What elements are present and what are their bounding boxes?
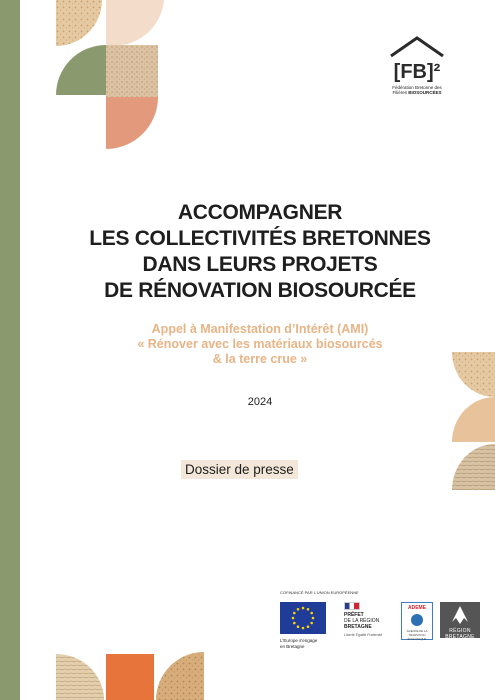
page-title xyxy=(40,200,480,304)
eu-flag-icon xyxy=(280,602,326,634)
ermine-icon xyxy=(440,602,480,626)
press-kit-label: Dossier de presse xyxy=(181,460,298,479)
fb2-logo xyxy=(382,34,452,96)
sand-quarter xyxy=(156,652,204,700)
year: 2024 xyxy=(247,396,273,408)
globe-icon xyxy=(411,614,423,626)
title-line: ACCOMPAGNER xyxy=(177,201,343,224)
region-bretagne-logo: RÉGION BRETAGNE xyxy=(440,602,480,638)
peach-quarter xyxy=(106,0,164,46)
eu-label: COFINANCÉ PAR L'UNION EUROPÉENNE xyxy=(280,590,359,595)
earth-square xyxy=(106,45,158,97)
logo-mark: [FB]² xyxy=(393,61,441,83)
bottom-decoration xyxy=(56,644,206,700)
house-roof-icon xyxy=(387,34,447,84)
side-color-band xyxy=(0,0,20,700)
title-line: LES COLLECTIVITÉS BRETONNES xyxy=(89,227,431,250)
title-line: DE RÉNOVATION BIOSOURCÉE xyxy=(104,279,416,302)
prefet-logo: PRÉFET DE LA RÉGION BRETAGNE Liberté Égalité Fraternité xyxy=(344,602,394,638)
title-line: DANS LEURS PROJETS xyxy=(142,253,378,276)
subtitle-line: « Rénover avec les matériaux biosourcés xyxy=(137,337,383,351)
eu-caption: L'Europe s'engage en Bretagne xyxy=(280,638,318,649)
beige-quarter xyxy=(452,397,495,442)
subtitle-line: Appel à Manifestation d’Intérêt (AMI) xyxy=(151,322,369,336)
subtitle xyxy=(40,322,480,367)
subtitle-line: & la terre crue » xyxy=(212,352,308,366)
sand-shape xyxy=(452,352,495,397)
marianne-icon xyxy=(344,602,360,610)
terracotta-quarter xyxy=(106,97,158,149)
right-decoration xyxy=(452,352,495,492)
wood-quarter xyxy=(56,654,104,700)
sand-quarter xyxy=(56,0,102,46)
ademe-logo: ADEME AGENCE DE LA TRANSITION ÉCOLOGIQUE xyxy=(401,602,433,640)
top-decoration xyxy=(56,0,164,150)
logo-caption: Fédération Bretonne des Filières BIOSOURCÉES xyxy=(392,85,442,95)
partner-logos xyxy=(276,590,486,670)
sage-quarter xyxy=(56,45,106,95)
orange-square xyxy=(106,654,154,700)
wood-quarter xyxy=(452,444,495,490)
